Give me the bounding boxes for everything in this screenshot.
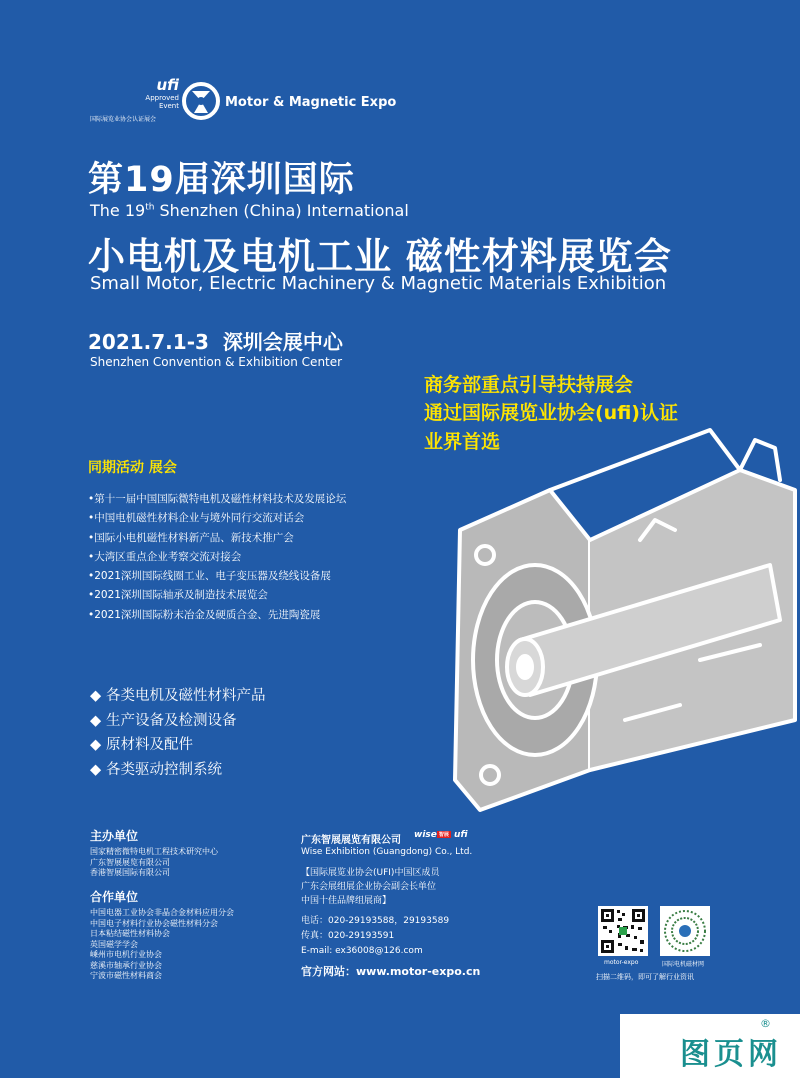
list-item: 慈溪市轴承行业协会 (90, 960, 162, 970)
list-item: 国家精密微特电机工程技术研究中心 (90, 847, 218, 856)
ufi-logo (125, 76, 179, 110)
title-cn-line2: 小电机及电机工业 磁性材料展览会 (88, 235, 672, 278)
company-name-cn: 广东智展展览有限公司 (301, 835, 401, 846)
list-item: ◆ 原材料及配件 (90, 737, 193, 753)
list-item: 中国电器工业协会非晶合金材料应用分会 (90, 908, 234, 917)
event-venue-en: Shenzhen Convention & Exhibition Center (90, 355, 343, 369)
ufi-approved: Approved (145, 94, 179, 102)
company-name-en: Wise Exhibition (Guangdong) Co., Ltd. (301, 847, 473, 857)
title-en-line1-sup: th (145, 202, 155, 213)
watermark-reg: ® (760, 1017, 771, 1030)
membership-line: 中国十佳品牌组展商】 (301, 896, 392, 906)
company-memberships (301, 866, 439, 908)
ufi-event: Event (158, 102, 179, 110)
list-item: 宁波市磁性材料商会 (90, 971, 162, 980)
event-date-venue (88, 326, 343, 355)
list-item: •中国电机磁性材料企业与境外同行交流对话会 (88, 512, 305, 525)
list-item: 广东智展展览有限公司 (90, 857, 170, 867)
expo-name: Motor & Magnetic Expo (225, 95, 397, 110)
title-en-line2: Small Motor, Electric Machinery & Magnetic Materials Exhibition (90, 273, 667, 294)
title-en-line1 (90, 201, 409, 220)
watermark (620, 1014, 800, 1078)
expo-logo-icon (180, 79, 222, 123)
organizers-block (90, 827, 218, 879)
list-item: 嵊州市电机行业协会 (90, 950, 162, 959)
watermark-text: 图页网 (680, 1037, 782, 1072)
list-item: ◆ 生产设备及检测设备 (90, 712, 237, 729)
list-item: 中国电子材料行业协会磁性材料分会 (90, 918, 218, 928)
cooperators-block (90, 888, 234, 982)
list-item: 香港智展国际有限公司 (90, 868, 170, 877)
phone: 电话：020-29193588，29193589 (301, 916, 450, 926)
list-item: •2021深圳国际粉末冶金及硬质合金、先进陶瓷展 (88, 608, 321, 621)
event-venue-cn: 深圳会展中心 (222, 330, 343, 354)
list-item: ◆ 各类电机及磁性材料产品 (90, 688, 266, 704)
wise-logo: wise 智展 ufi (414, 830, 468, 840)
highlight-1: 商务部重点引导扶持展会 (424, 374, 634, 396)
ufi-caption: 国际展览业协会认证展会 (90, 116, 157, 123)
list-item: 日本粘结磁性材料协会 (90, 929, 170, 938)
list-item: •2021深圳国际轴承及制造技术展览会 (88, 589, 268, 602)
qr-caption-2: 国际电机磁材网 (662, 961, 705, 968)
highlight-3: 业界首选 (424, 431, 501, 453)
qr-caption-1: motor-expo (604, 959, 639, 966)
activities-list (88, 490, 346, 625)
list-item: ◆ 各类驱动控制系统 (90, 761, 222, 778)
cooperators-title: 合作单位 (90, 890, 139, 904)
products-list (90, 684, 266, 782)
list-item: •第十一届中国国际微特电机及磁性材料技术及发展论坛 (88, 493, 347, 505)
scan-instruction: 扫描二维码，即可了解行业资讯 (596, 973, 694, 981)
membership-line: 广东会展组展企业协会副会长单位 (301, 882, 437, 892)
title-cn-line1: 第19届深圳国际 (88, 160, 355, 200)
list-item: •2021深圳国际线圈工业、电子变压器及绕线设备展 (88, 570, 331, 583)
contact-block (301, 914, 449, 959)
highlight-2: 通过国际展览业协会(ufi)认证 (424, 402, 678, 424)
title-en-line1-pre: The 19 (90, 201, 146, 220)
title-en-line1-post: Shenzhen (China) International (154, 201, 409, 220)
qr-code-icon (598, 906, 648, 956)
email-link[interactable]: E-mail: ex36008@126.com (301, 946, 423, 956)
organizers-title: 主办单位 (90, 829, 139, 843)
qr-code-icon (660, 906, 710, 956)
list-item: •大湾区重点企业考察交流对接会 (88, 550, 242, 563)
activities-title: 同期活动 展会 (88, 460, 177, 476)
ufi-mark: ufi (156, 76, 179, 94)
website-link[interactable]: 官方网站：www.motor-expo.cn (301, 965, 481, 978)
motor-illustration (440, 420, 800, 820)
event-date: 2021.7.1-3 (88, 330, 209, 354)
list-item: •国际小电机磁性材料新产品、新技术推广会 (88, 531, 294, 544)
list-item: 英国磁学学会 (90, 939, 138, 949)
fax: 传真：020-29193591 (301, 931, 395, 941)
membership-line: 【国际展览业协会(UFI)中国区成员 (301, 868, 440, 878)
